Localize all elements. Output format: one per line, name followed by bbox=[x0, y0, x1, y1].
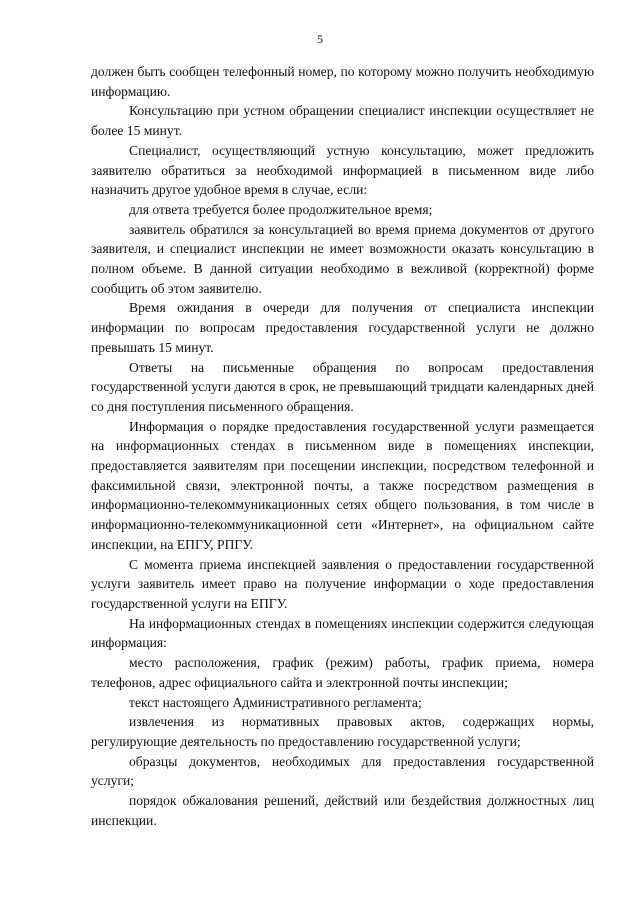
paragraph-status-right: С момента приема инспекцией заявления о предоставлении государственной услуги заявитель имеет право на получение информации о ходе предоставления государственной услуги на ЕПГУ. bbox=[91, 556, 594, 611]
paragraph-written-replies: Ответы на письменные обращения по вопросам предоставления государственной услуги даются в срок, не превышающий тридцати календарных дней со дня поступления письменного обращения. bbox=[91, 359, 594, 414]
paragraph-continuation: должен быть сообщен телефонный номер, по которому можно получить необходимую информацию. bbox=[91, 64, 594, 99]
paragraph-stand-legal-extracts: извлечения из нормативных правовых актов, содержащих нормы, регулирующие деятельность по предоставлению государственной услуги; bbox=[91, 714, 594, 749]
paragraph-consultation-time: Консультацию при устном обращении специалист инспекции осуществляет не более 15 минут. bbox=[91, 103, 594, 139]
paragraph-stand-regulation-text: текст настоящего Административного регламента; bbox=[129, 694, 422, 710]
document-body bbox=[91, 62, 594, 830]
paragraph-queue-time: Время ожидания в очереди для получения от специалиста инспекции информации по вопросам предоставления государственной услуги не должно превышать 15 минут. bbox=[91, 300, 594, 355]
paragraph-info-placement: Информация о порядке предоставления государственной услуги размещается на информационных стендах в письменном виде в помещениях инспекции, предоставляется заявителям при посещении инспекции, посредством телефонной и факсимильной связи, электронной почты, а также посредством размещения в информационно-телекоммуникационных сетях общего пользования, в том числе в информационно-телекоммуникационной сети «Интернет», на официальном сайте инспекции, на ЕПГУ, РПГУ. bbox=[91, 418, 594, 552]
paragraph-specialist-offer: Специалист, осуществляющий устную консультацию, может предложить заявителю обратиться за необходимой информацией в письменном виде либо назначить другое удобное время в случае, если: bbox=[91, 142, 594, 198]
paragraph-stand-appeal-procedure: порядок обжалования решений, действий или бездействия должностных лиц инспекции. bbox=[91, 793, 594, 828]
paragraph-stand-location: место расположения, график (режим) работы, график приема, номера телефонов, адрес официального сайта и электронной почты инспекции; bbox=[91, 655, 594, 690]
paragraph-condition-longer-time: для ответа требуется более продолжительное время; bbox=[129, 201, 433, 217]
page-number: 5 bbox=[317, 32, 323, 46]
paragraph-condition-busy: заявитель обратился за консультацией во время приема документов от другого заявителя, и специалист инспекции не имеет возможности оказать консультацию в полном объеме. В данной ситуации необходимо в вежливой (корректной) форме сообщить об этом заявителю. bbox=[91, 221, 594, 296]
paragraph-stand-document-samples: образцы документов, необходимых для предоставления государственной услуги; bbox=[91, 753, 594, 789]
paragraph-stands-intro: На информационных стендах в помещениях инспекции содержится следующая информация: bbox=[91, 615, 594, 651]
